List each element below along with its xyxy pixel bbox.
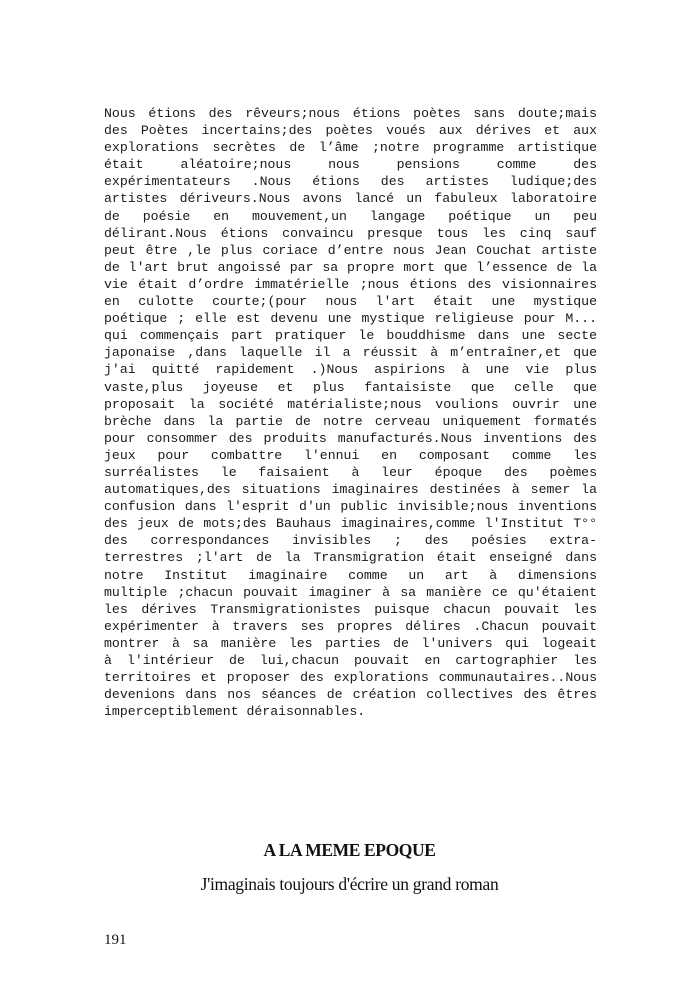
text-line: de l'art brut angoissé par sa propre mort que l’essence de la <box>104 259 597 275</box>
text-line: multiple ;chacun pouvait imaginer à sa manière ce qu'étaient <box>104 584 597 600</box>
text-line: des jeux de mots;des Bauhaus imaginaires,comme l'Institut T°° <box>104 516 597 532</box>
text-line: territoires et proposer des explorations communautaires..Nous <box>104 670 597 686</box>
text-line: notre Institut imaginaire comme un art à dimensions <box>104 567 597 583</box>
text-line: délirant.Nous étions convaincu presque tous les cinq sauf <box>104 225 597 241</box>
page-number: 191 <box>104 932 127 948</box>
text-line: explorations secrètes de l’âme ;notre programme artistique <box>104 140 597 156</box>
text-line: imperceptiblement déraisonnables. <box>104 704 366 720</box>
text-line: devenions dans nos séances de création collectives des êtres <box>104 687 597 703</box>
text-line: terrestres ;l'art de la Transmigration était enseigné dans <box>104 550 597 566</box>
text-line: des correspondances invisibles ; des poésies extra- <box>104 533 597 549</box>
text-line: automatiques,des situations imaginaires destinées à semer la <box>104 482 597 498</box>
text-line: à l'intérieur de lui,chacun pouvait en cartographier les <box>104 653 597 668</box>
text-line: poétique ; elle est devenu une mystique religieuse pour M... <box>104 311 597 327</box>
text-line: proposait la société matérialiste;nous voulions ouvrir une <box>104 396 597 412</box>
text-line: vie était d’ordre immatérielle ;nous étions des visionnaires <box>104 276 597 292</box>
text-line: surréalistes le faisaient à leur époque des poèmes <box>104 464 597 480</box>
text-line: pour consommer des produits manufacturés.Nous inventions des <box>104 430 597 446</box>
text-line: brèche dans la partie de notre cerveau uniquement formatés <box>104 413 597 429</box>
text-line: japonaise ,dans laquelle il a réussit à m’entraîner,et que <box>104 345 597 361</box>
text-line: j'ai quitté rapidement .)Nous aspirions à une vie plus <box>104 362 597 378</box>
section-subtitle: J'imaginais toujours d'écrire un grand roman <box>200 874 499 894</box>
text-line: en culotte courte;(pour nous l'art était une mystique <box>104 294 597 310</box>
text-line: jeux pour combattre l'ennui en composant comme les <box>104 447 597 463</box>
text-line: artistes dériveurs.Nous avons lancé un fabuleux laboratoire <box>104 191 597 207</box>
text-line: montrer à sa manière les parties de l'univers qui logeait <box>104 635 597 651</box>
text-line: expérimenter à travers ses propres délires .Chacun pouvait <box>104 618 597 634</box>
body-paragraph <box>104 105 597 720</box>
text-line: peut être ,le plus coriace d’entre nous Jean Couchat artiste <box>104 242 597 258</box>
text-line: des Poètes incertains;des poètes voués aux dérives et aux <box>104 123 597 139</box>
text-line: confusion dans l'esprit d'un public invisible;nous inventions <box>104 499 597 515</box>
text-line: les dérives Transmigrationistes puisque chacun pouvait les <box>104 601 597 617</box>
section-title: A LA MEME EPOQUE <box>263 840 436 860</box>
text-line: de poésie en mouvement,un langage poétique un peu <box>104 208 597 224</box>
text-line: expérimentateurs .Nous étions des artistes ludique;des <box>104 174 597 190</box>
text-line: qui commençais part pratiquer le bouddhisme dans une secte <box>104 328 597 344</box>
text-line: vaste,plus joyeuse et plus fantaisiste que celle que <box>104 379 597 395</box>
text-line: était aléatoire;nous nous pensions comme des <box>104 157 597 173</box>
text-line: Nous étions des rêveurs;nous étions poètes sans doute;mais <box>104 106 597 121</box>
